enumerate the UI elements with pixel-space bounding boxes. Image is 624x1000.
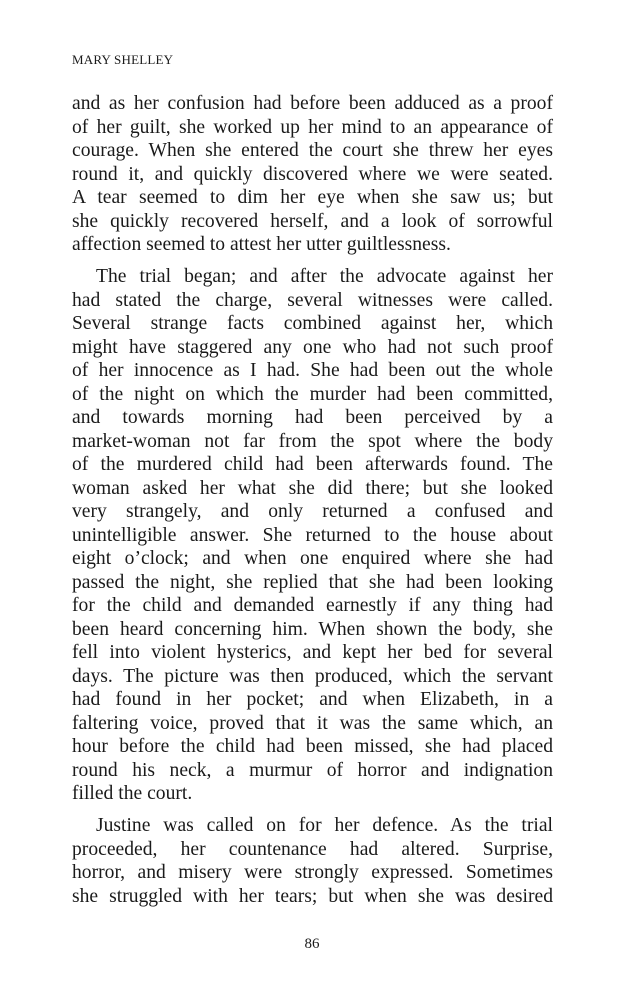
text-line: for the child and demanded earnestly if any thing had xyxy=(72,595,553,616)
text-line: Several strange facts combined against her, which xyxy=(72,313,553,334)
text-line: and towards morning had been perceived by a xyxy=(72,407,553,428)
text-line: woman asked her what she did there; but she looked xyxy=(72,477,553,499)
paragraph xyxy=(72,265,553,806)
text-line: eight o’clock; and when one enquired where she had xyxy=(72,548,553,569)
text-line: filled the court. xyxy=(72,783,193,804)
text-line: hour before the child had been missed, she had placed xyxy=(72,736,553,757)
text-line: of the night on which the murder had been committed, xyxy=(72,383,553,405)
text-line: days. The picture was then produced, which the servant xyxy=(72,665,553,687)
text-line: The trial began; and after the advocate against her xyxy=(96,266,553,287)
text-line: of her guilt, she worked up her mind to an appearance of xyxy=(72,116,553,138)
text-line: Justine was called on for her defence. As the trial xyxy=(96,815,553,836)
text-line: affection seemed to attest her utter guiltlessness. xyxy=(72,234,451,255)
text-line: had found in her pocket; and when Elizabeth, in a xyxy=(72,689,553,710)
text-line: of the murdered child had been afterwards found. The xyxy=(72,454,553,475)
page-body xyxy=(72,92,553,908)
text-line: might have staggered any one who had not such proof xyxy=(72,336,553,358)
text-line: very strangely, and only returned a confused and xyxy=(72,501,553,522)
text-line: passed the night, she replied that she had been looking xyxy=(72,571,553,593)
text-line: and as her confusion had before been adduced as a proof xyxy=(72,93,553,114)
page-number: 86 xyxy=(304,936,320,952)
text-line: she quickly recovered herself, and a look of sorrowful xyxy=(72,210,553,232)
text-line: fell into violent hysterics, and kept her bed for several xyxy=(72,642,553,663)
text-line: A tear seemed to dim her eye when she saw us; but xyxy=(72,187,553,208)
text-line: market-woman not far from the spot where the body xyxy=(72,430,553,452)
text-line: proceeded, her countenance had altered. Surprise, xyxy=(72,838,553,860)
text-line: horror, and misery were strongly expressed. Sometimes xyxy=(72,862,553,883)
paragraph xyxy=(72,92,553,257)
text-line: unintelligible answer. She returned to the house about xyxy=(72,524,553,546)
text-line: been heard concerning him. When shown the body, she xyxy=(72,618,553,640)
text-line: round his neck, a murmur of horror and indignation xyxy=(72,759,553,781)
text-line: round it, and quickly discovered where we were seated. xyxy=(72,163,553,185)
text-line: of her innocence as I had. She had been out the whole xyxy=(72,360,553,381)
text-line: faltering voice, proved that it was the same which, an xyxy=(72,712,553,734)
text-line: she struggled with her tears; but when she was desired xyxy=(72,885,553,907)
paragraph xyxy=(72,814,553,908)
text-line: courage. When she entered the court she threw her eyes xyxy=(72,140,553,161)
text-line: had stated the charge, several witnesses were called. xyxy=(72,289,553,311)
running-head: MARY SHELLEY xyxy=(72,52,174,67)
